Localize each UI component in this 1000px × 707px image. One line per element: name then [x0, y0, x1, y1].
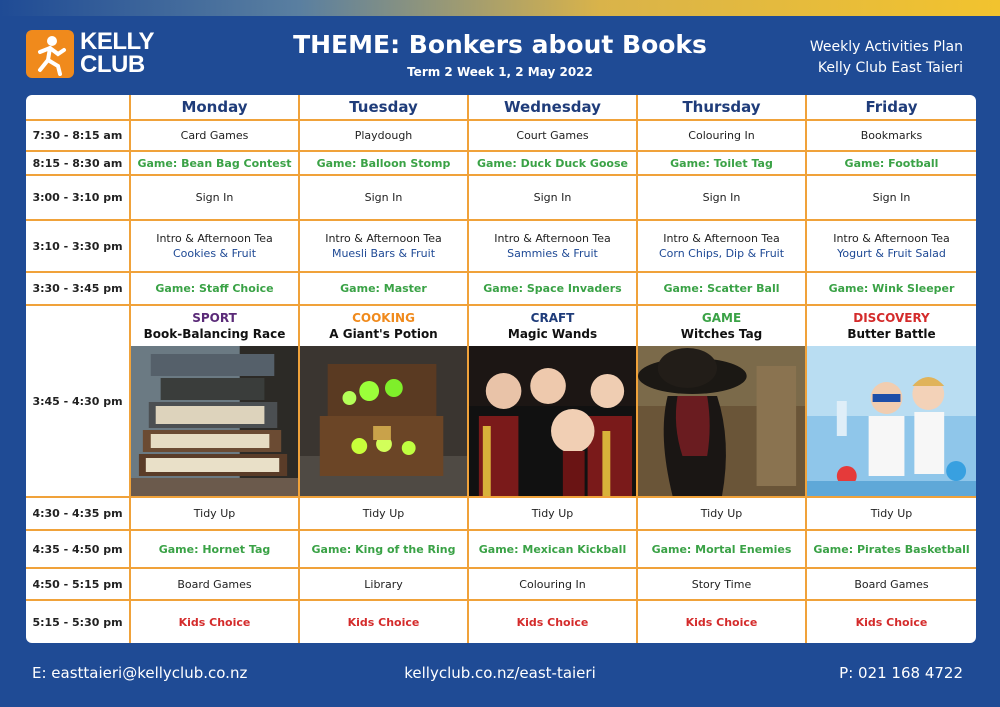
day-header: Wednesday: [468, 95, 637, 120]
time-cell: 7:30 - 8:15 am: [26, 120, 130, 151]
activity-title: Magic Wands: [507, 327, 598, 341]
game-cell: Game: Toilet Tag: [637, 151, 806, 175]
afternoon-tea-cell: [468, 220, 637, 272]
feature-cell: [130, 305, 299, 497]
feature-cell: [637, 305, 806, 497]
science-kids-photo: [807, 346, 976, 496]
time-cell: 5:15 - 5:30 pm: [26, 600, 130, 643]
activity-cell: Board Games: [130, 568, 299, 600]
activity-cell: Tidy Up: [299, 497, 468, 530]
game-cell: Game: King of the Ring: [299, 530, 468, 568]
activity-cell: Colouring In: [468, 568, 637, 600]
activity-cell: Playdough: [299, 120, 468, 151]
logo-line-1: KELLY: [80, 28, 154, 55]
activity-cell: Board Games: [806, 568, 976, 600]
schedule-row: [26, 272, 976, 305]
tea-menu: Cookies & Fruit: [172, 247, 257, 260]
activity-cell: Sign In: [806, 175, 976, 220]
time-cell: 4:35 - 4:50 pm: [26, 530, 130, 568]
tea-label: Intro & Afternoon Tea: [663, 232, 780, 245]
page-title: THEME: Bonkers about Books: [293, 30, 707, 59]
footer-email[interactable]: E: easttaieri@kellyclub.co.nz: [32, 664, 248, 682]
wizard-kids-photo: [469, 346, 636, 496]
activity-title: A Giant's Potion: [329, 327, 438, 341]
activity-cell: Sign In: [468, 175, 637, 220]
game-cell: Game: Football: [806, 151, 976, 175]
activity-title: Book-Balancing Race: [143, 327, 286, 341]
activity-cell: Sign In: [299, 175, 468, 220]
tea-menu: Sammies & Fruit: [507, 247, 598, 260]
activity-cell: Court Games: [468, 120, 637, 151]
feature-row: [26, 305, 976, 497]
page-subtitle: Term 2 Week 1, 2 May 2022: [407, 65, 593, 79]
category-label: COOKING: [352, 311, 415, 325]
feature-cell: [806, 305, 976, 497]
day-header: Monday: [130, 95, 299, 120]
book-stack-photo: [131, 346, 298, 496]
schedule-row: [26, 151, 976, 175]
feature-cell: [468, 305, 637, 497]
logo-line-2: CLUB: [80, 51, 145, 78]
activity-cell: Tidy Up: [468, 497, 637, 530]
time-cell: 4:30 - 4:35 pm: [26, 497, 130, 530]
kelly-club-logo: [26, 30, 156, 82]
game-cell: Game: Scatter Ball: [637, 272, 806, 305]
tea-label: Intro & Afternoon Tea: [494, 232, 611, 245]
corner-cell: [26, 95, 130, 120]
game-cell: Game: Space Invaders: [468, 272, 637, 305]
time-cell: 4:50 - 5:15 pm: [26, 568, 130, 600]
activity-cell: Library: [299, 568, 468, 600]
witch-hat-photo: [638, 346, 805, 496]
afternoon-tea-cell: [806, 220, 976, 272]
game-cell: Game: Wink Sleeper: [806, 272, 976, 305]
activity-title: Butter Battle: [847, 327, 936, 341]
activity-cell: Tidy Up: [806, 497, 976, 530]
kids-choice-cell: Kids Choice: [637, 600, 806, 643]
time-cell: 3:10 - 3:30 pm: [26, 220, 130, 272]
schedule-row: [26, 220, 976, 272]
plan-line-2: Kelly Club East Taieri: [817, 60, 963, 76]
footer-website[interactable]: kellyclub.co.nz/east-taieri: [404, 664, 596, 682]
tea-label: Intro & Afternoon Tea: [156, 232, 273, 245]
tea-label: Intro & Afternoon Tea: [325, 232, 442, 245]
day-header-row: [26, 95, 976, 120]
activity-cell: Tidy Up: [637, 497, 806, 530]
time-cell: 3:00 - 3:10 pm: [26, 175, 130, 220]
running-figure-icon: [26, 30, 74, 78]
game-cell: Game: Master: [299, 272, 468, 305]
potion-chest-photo: [300, 346, 467, 496]
plan-info: [810, 37, 963, 79]
afternoon-tea-cell: [130, 220, 299, 272]
kids-choice-cell: Kids Choice: [468, 600, 637, 643]
day-header: Thursday: [637, 95, 806, 120]
game-cell: Game: Balloon Stomp: [299, 151, 468, 175]
activity-cell: Bookmarks: [806, 120, 976, 151]
category-label: CRAFT: [530, 311, 575, 325]
day-header: Tuesday: [299, 95, 468, 120]
footer-phone[interactable]: P: 021 168 4722: [839, 664, 963, 682]
category-label: DISCOVERY: [853, 311, 930, 325]
afternoon-tea-cell: [637, 220, 806, 272]
time-cell: 3:30 - 3:45 pm: [26, 272, 130, 305]
activity-cell: Card Games: [130, 120, 299, 151]
kids-choice-cell: Kids Choice: [299, 600, 468, 643]
time-cell: 8:15 - 8:30 am: [26, 151, 130, 175]
afternoon-tea-cell: [299, 220, 468, 272]
category-label: GAME: [701, 311, 742, 325]
kids-choice-cell: Kids Choice: [806, 600, 976, 643]
schedule-row: [26, 497, 976, 530]
schedule-sheet: [26, 95, 976, 643]
schedule-row: [26, 530, 976, 568]
schedule-row: [26, 600, 976, 643]
game-cell: Game: Mexican Kickball: [468, 530, 637, 568]
kids-choice-cell: Kids Choice: [130, 600, 299, 643]
logo-text: [80, 30, 154, 76]
game-cell: Game: Pirates Basketball: [806, 530, 976, 568]
feature-cell: [299, 305, 468, 497]
game-cell: Game: Hornet Tag: [130, 530, 299, 568]
schedule-row: [26, 568, 976, 600]
activity-cell: Sign In: [130, 175, 299, 220]
game-cell: Game: Bean Bag Contest: [130, 151, 299, 175]
activity-cell: Colouring In: [637, 120, 806, 151]
tea-menu: Muesli Bars & Fruit: [331, 247, 436, 260]
schedule-row: [26, 120, 976, 151]
game-cell: Game: Mortal Enemies: [637, 530, 806, 568]
schedule-row: [26, 175, 976, 220]
day-header: Friday: [806, 95, 976, 120]
activity-title: Witches Tag: [680, 327, 763, 341]
activity-cell: Tidy Up: [130, 497, 299, 530]
tea-label: Intro & Afternoon Tea: [833, 232, 950, 245]
plan-line-1: Weekly Activities Plan: [809, 39, 963, 55]
category-label: SPORT: [192, 311, 237, 325]
tea-menu: Yogurt & Fruit Salad: [837, 247, 946, 260]
schedule-table: [26, 95, 976, 643]
game-cell: Game: Staff Choice: [130, 272, 299, 305]
activity-cell: Sign In: [637, 175, 806, 220]
tea-menu: Corn Chips, Dip & Fruit: [658, 247, 785, 260]
activity-cell: Story Time: [637, 568, 806, 600]
game-cell: Game: Duck Duck Goose: [468, 151, 637, 175]
top-gradient-strip: [0, 0, 1000, 16]
time-cell: 3:45 - 4:30 pm: [26, 305, 130, 497]
